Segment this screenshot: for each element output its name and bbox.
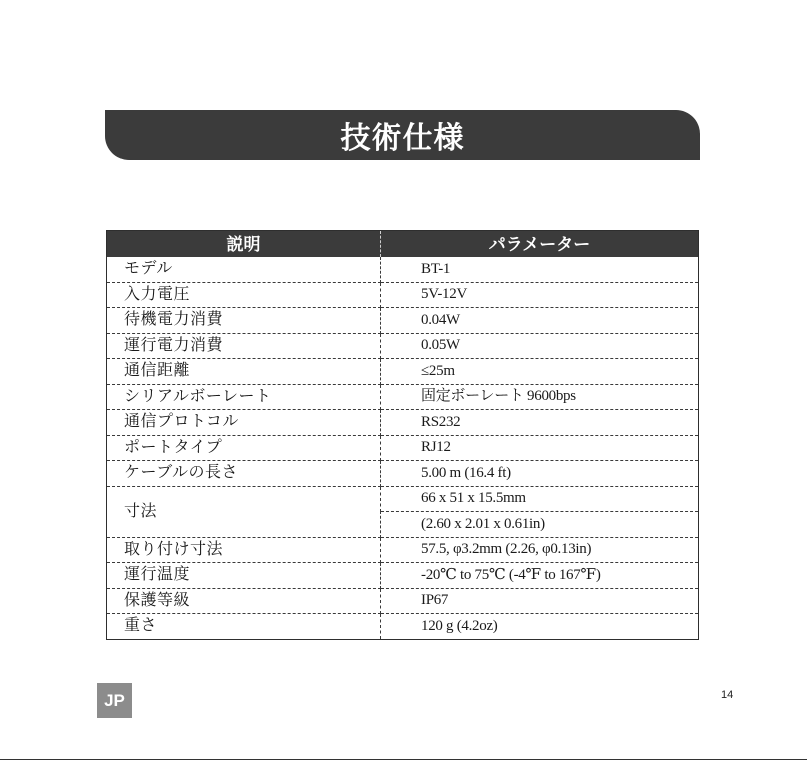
spec-value: RS232 — [381, 410, 699, 436]
table-row — [107, 435, 699, 461]
spec-label: 待機電力消費 — [107, 308, 381, 334]
spec-label: 入力電圧 — [107, 282, 381, 308]
spec-value: ≤25m — [381, 359, 699, 385]
spec-table — [106, 230, 699, 640]
spec-value: IP67 — [381, 588, 699, 614]
spec-label: 運行電力消費 — [107, 333, 381, 359]
page-number: 14 — [721, 689, 734, 701]
spec-label: 通信プロトコル — [107, 410, 381, 436]
spec-label: ポートタイプ — [107, 435, 381, 461]
spec-label: ケーブルの長さ — [107, 461, 381, 487]
spec-label: シリアルボーレート — [107, 384, 381, 410]
table-row — [107, 563, 699, 589]
section-title-banner — [105, 110, 700, 160]
column-header-description: 説明 — [107, 231, 381, 258]
table-row — [107, 282, 699, 308]
table-row — [107, 410, 699, 436]
spec-value: RJ12 — [381, 435, 699, 461]
bottom-rule — [0, 759, 807, 760]
spec-label: 寸法 — [107, 486, 381, 537]
spec-value: 5.00 m (16.4 ft) — [381, 461, 699, 487]
table-row — [107, 359, 699, 385]
spec-value: 66 x 51 x 15.5mm — [381, 486, 699, 512]
table-row — [107, 461, 699, 487]
spec-value: 57.5, φ3.2mm (2.26, φ0.13in) — [381, 537, 699, 563]
table-row — [107, 384, 699, 410]
table-row — [107, 308, 699, 334]
column-header-parameter: パラメーター — [381, 231, 699, 258]
spec-value: 固定ボーレート 9600bps — [381, 384, 699, 410]
spec-label: 通信距離 — [107, 359, 381, 385]
table-row — [107, 257, 699, 282]
spec-value: 5V-12V — [381, 282, 699, 308]
spec-label: 保護等級 — [107, 588, 381, 614]
spec-label: 重さ — [107, 614, 381, 640]
spec-label: 運行温度 — [107, 563, 381, 589]
spec-label: 取り付け寸法 — [107, 537, 381, 563]
page-title: 技術仕様 — [340, 122, 465, 155]
spec-value: -20℃ to 75℃ (-4℉ to 167℉) — [381, 563, 699, 589]
table-row — [107, 588, 699, 614]
spec-value: 0.04W — [381, 308, 699, 334]
spec-value: 0.05W — [381, 333, 699, 359]
spec-value: (2.60 x 2.01 x 0.61in) — [381, 512, 699, 538]
table-row — [107, 486, 699, 512]
spec-value: 120 g (4.2oz) — [381, 614, 699, 640]
table-row — [107, 537, 699, 563]
table-header-row — [107, 231, 699, 258]
language-badge: JP — [97, 683, 132, 718]
table-row — [107, 333, 699, 359]
spec-label: モデル — [107, 257, 381, 282]
spec-value: BT-1 — [381, 257, 699, 282]
table-row — [107, 614, 699, 640]
